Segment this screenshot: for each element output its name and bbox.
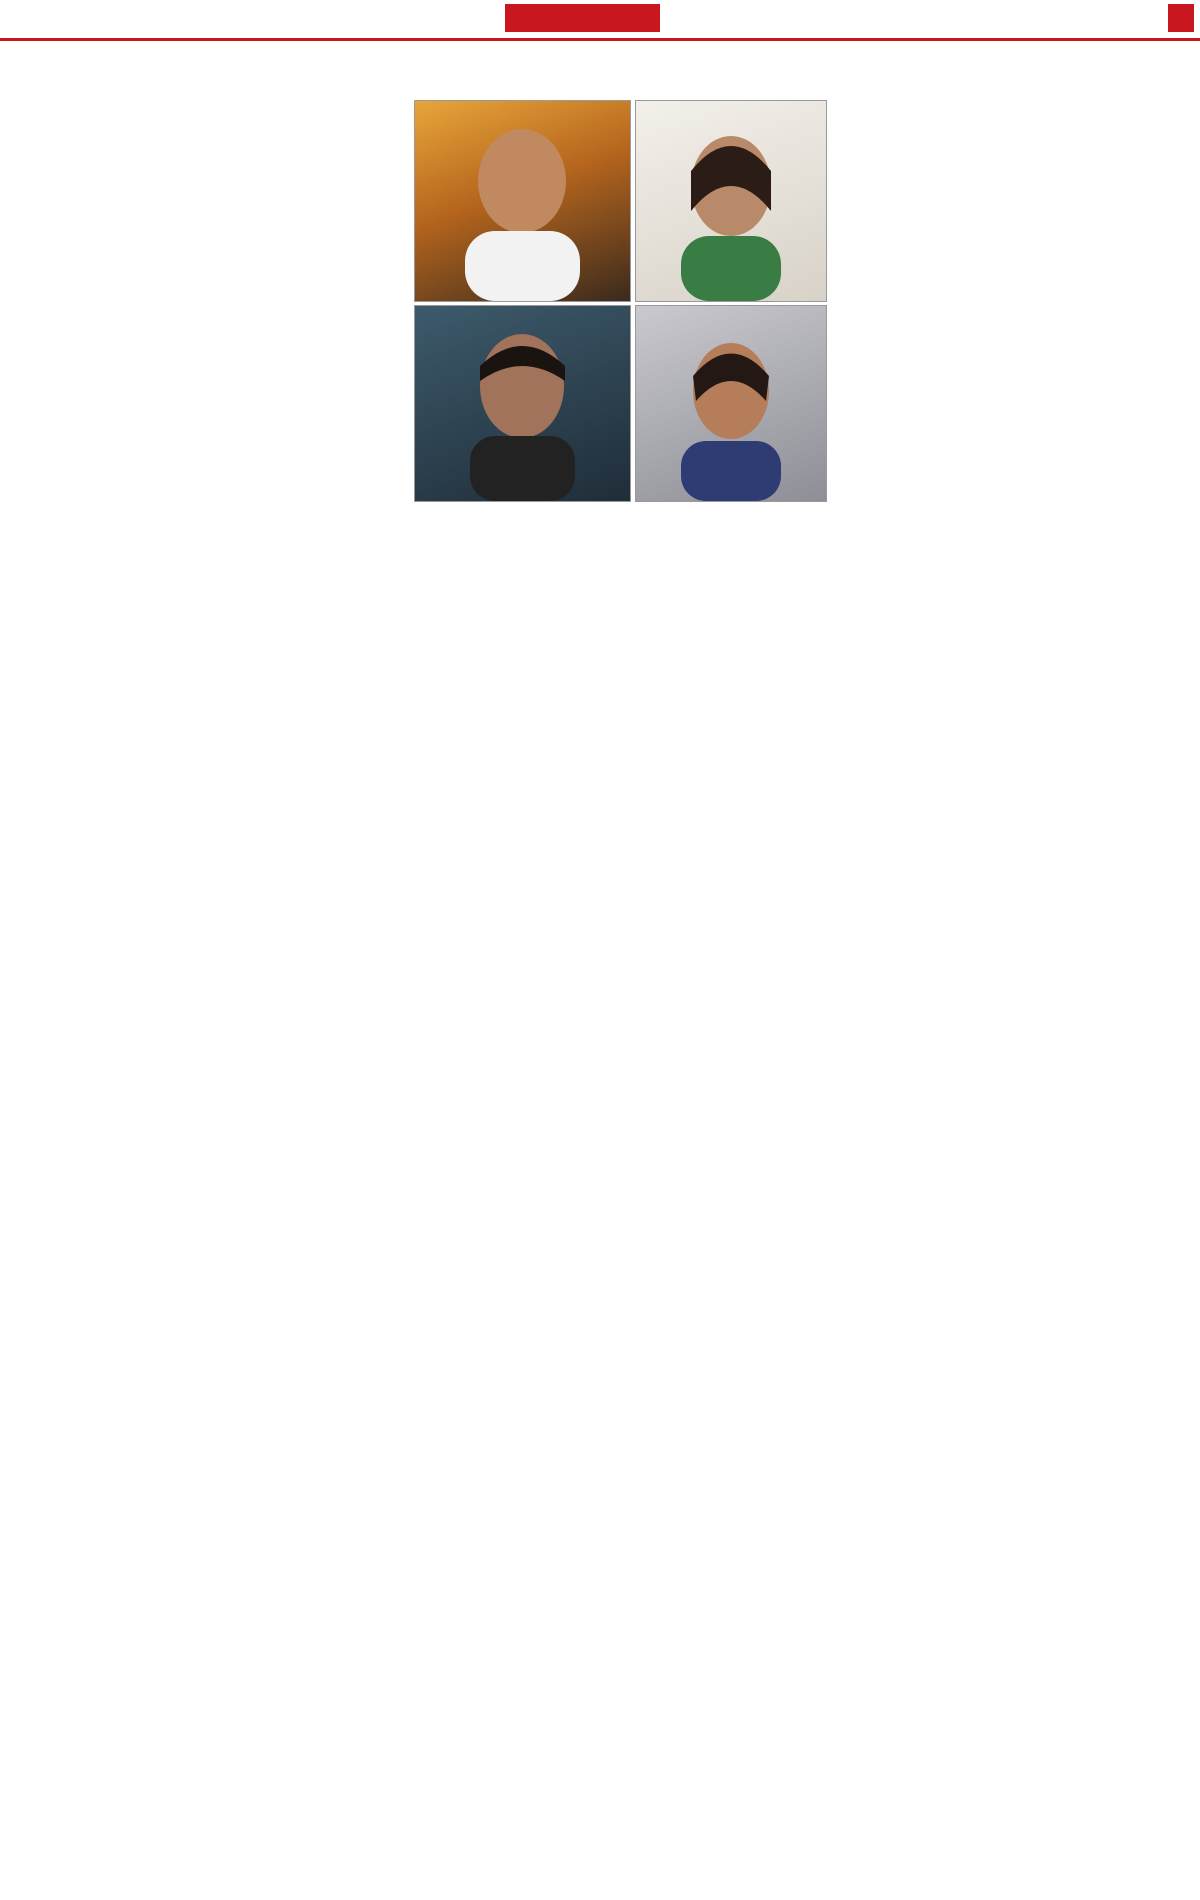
page-number [1168,4,1194,32]
wrestler-photo-2 [635,100,827,302]
wrestler-photo-3 [414,305,631,502]
section-title [505,4,660,32]
article1-body-col1 [12,88,197,738]
person-silhouette-icon [636,306,826,501]
article1-body-col2 [210,108,406,656]
masthead [0,0,1200,41]
article1-body-col3 [414,636,626,716]
person-silhouette-icon [415,306,630,501]
article1-photo-caption [414,505,826,625]
person-silhouette-icon [636,101,826,301]
person-silhouette-icon [415,101,630,301]
wrestler-photo-1 [414,100,631,302]
wrestler-photo-4 [635,305,827,502]
